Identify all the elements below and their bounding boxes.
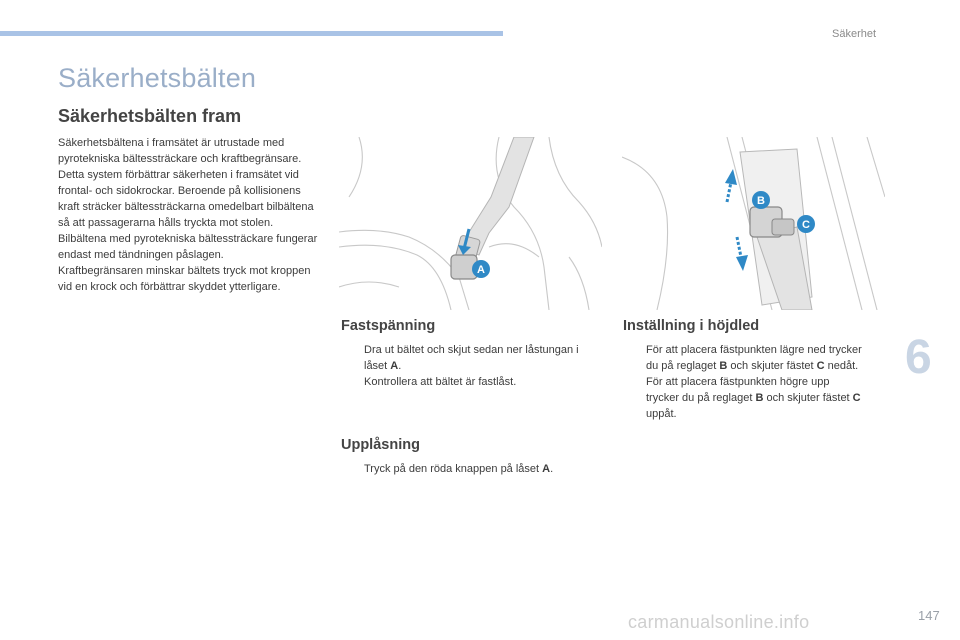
list-item: För att placera fästpunkten högre upp trycker du på reglaget B och skjuter fästet C uppåt. <box>646 376 861 420</box>
watermark: carmanualsonline.info <box>628 612 810 632</box>
label-a: A <box>477 264 485 276</box>
intro-paragraph: Detta system förbättrar säkerheten i framsätet vid frontal- och sidokrockar. Beroende på kollisionens kraft sträcker bältessträckarna omedelbart bilbältena så att passagerarna hålls tryckta mot stolen. <box>58 169 314 229</box>
page-title: Säkerhetsbälten <box>58 63 257 93</box>
list-item: Tryck på den röda knappen på låset A. <box>364 463 554 475</box>
header-accent-bar <box>0 31 503 36</box>
page-number: 147 <box>918 608 940 623</box>
installning-list <box>623 342 863 422</box>
intro-paragraph: Kraftbegränsaren minskar bältets tryck mot kroppen vid en krock och förbättrar skyddet ytterligare. <box>58 265 311 293</box>
list-item: Kontrollera att bältet är fastlåst. <box>364 376 517 388</box>
intro-text <box>58 135 320 295</box>
chapter-number: 6 <box>905 331 932 384</box>
height-adjuster-illustration <box>622 137 885 310</box>
label-b: B <box>757 195 765 207</box>
intro-paragraph: Säkerhetsbältena i framsätet är utrustade med pyrotekniska bältessträckare och kraftbegränsare. <box>58 137 302 165</box>
upplasning-list <box>341 461 603 477</box>
upplasning-heading: Upplåsning <box>341 437 420 453</box>
adjuster-drawing <box>622 137 885 310</box>
list-item: Dra ut bältet och skjut sedan ner låstungan i låset A. <box>364 344 579 372</box>
section-name: Säkerhet <box>832 28 877 40</box>
list-item: För att placera fästpunkten lägre ned trycker du på reglaget B och skjuter fästet C nedåt. <box>646 344 862 372</box>
label-c: C <box>802 219 810 231</box>
installning-heading: Inställning i höjdled <box>623 318 760 334</box>
intro-paragraph: Bilbältena med pyrotekniska bältessträckare fungerar endast med tändningen påslagen. <box>58 233 318 261</box>
fastspanning-list <box>341 342 603 390</box>
page-subtitle: Säkerhetsbälten fram <box>58 106 242 126</box>
buckle-illustration <box>339 137 602 310</box>
fastspanning-heading: Fastspänning <box>341 318 436 334</box>
buckle-drawing <box>339 137 602 310</box>
